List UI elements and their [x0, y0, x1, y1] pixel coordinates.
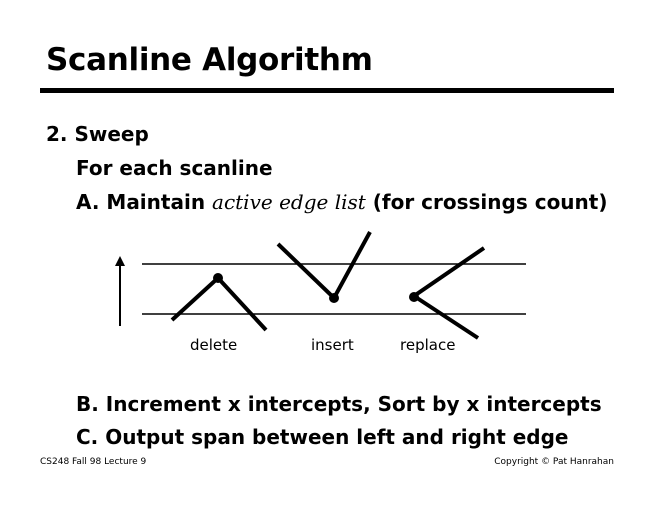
- footer-course: CS248 Fall 98 Lecture 9: [40, 457, 147, 467]
- item-a-emphasis: active edge list: [212, 190, 366, 214]
- insert-vertex: [329, 293, 339, 303]
- insert-edges: [278, 232, 370, 298]
- label-replace: replace: [400, 336, 456, 354]
- label-insert: insert: [311, 336, 354, 354]
- delete-edges: [172, 278, 266, 330]
- item-a-suffix: (for crossings count): [365, 190, 608, 214]
- delete-vertex: [213, 273, 223, 283]
- item-b: B. Increment x intercepts, Sort by x intercepts: [76, 392, 602, 416]
- step-heading: 2. Sweep: [46, 122, 149, 146]
- item-a-prefix: A. Maintain: [76, 190, 213, 214]
- for-each-line: For each scanline: [76, 156, 273, 180]
- slide-title: Scanline Algorithm: [46, 42, 373, 78]
- item-c: C. Output span between left and right edge: [76, 425, 569, 449]
- replace-vertex: [409, 292, 419, 302]
- sweep-arrowhead: [115, 256, 125, 266]
- replace-edges: [414, 248, 484, 338]
- label-delete: delete: [190, 336, 238, 354]
- footer-copyright: Copyright © Pat Hanrahan: [494, 457, 614, 467]
